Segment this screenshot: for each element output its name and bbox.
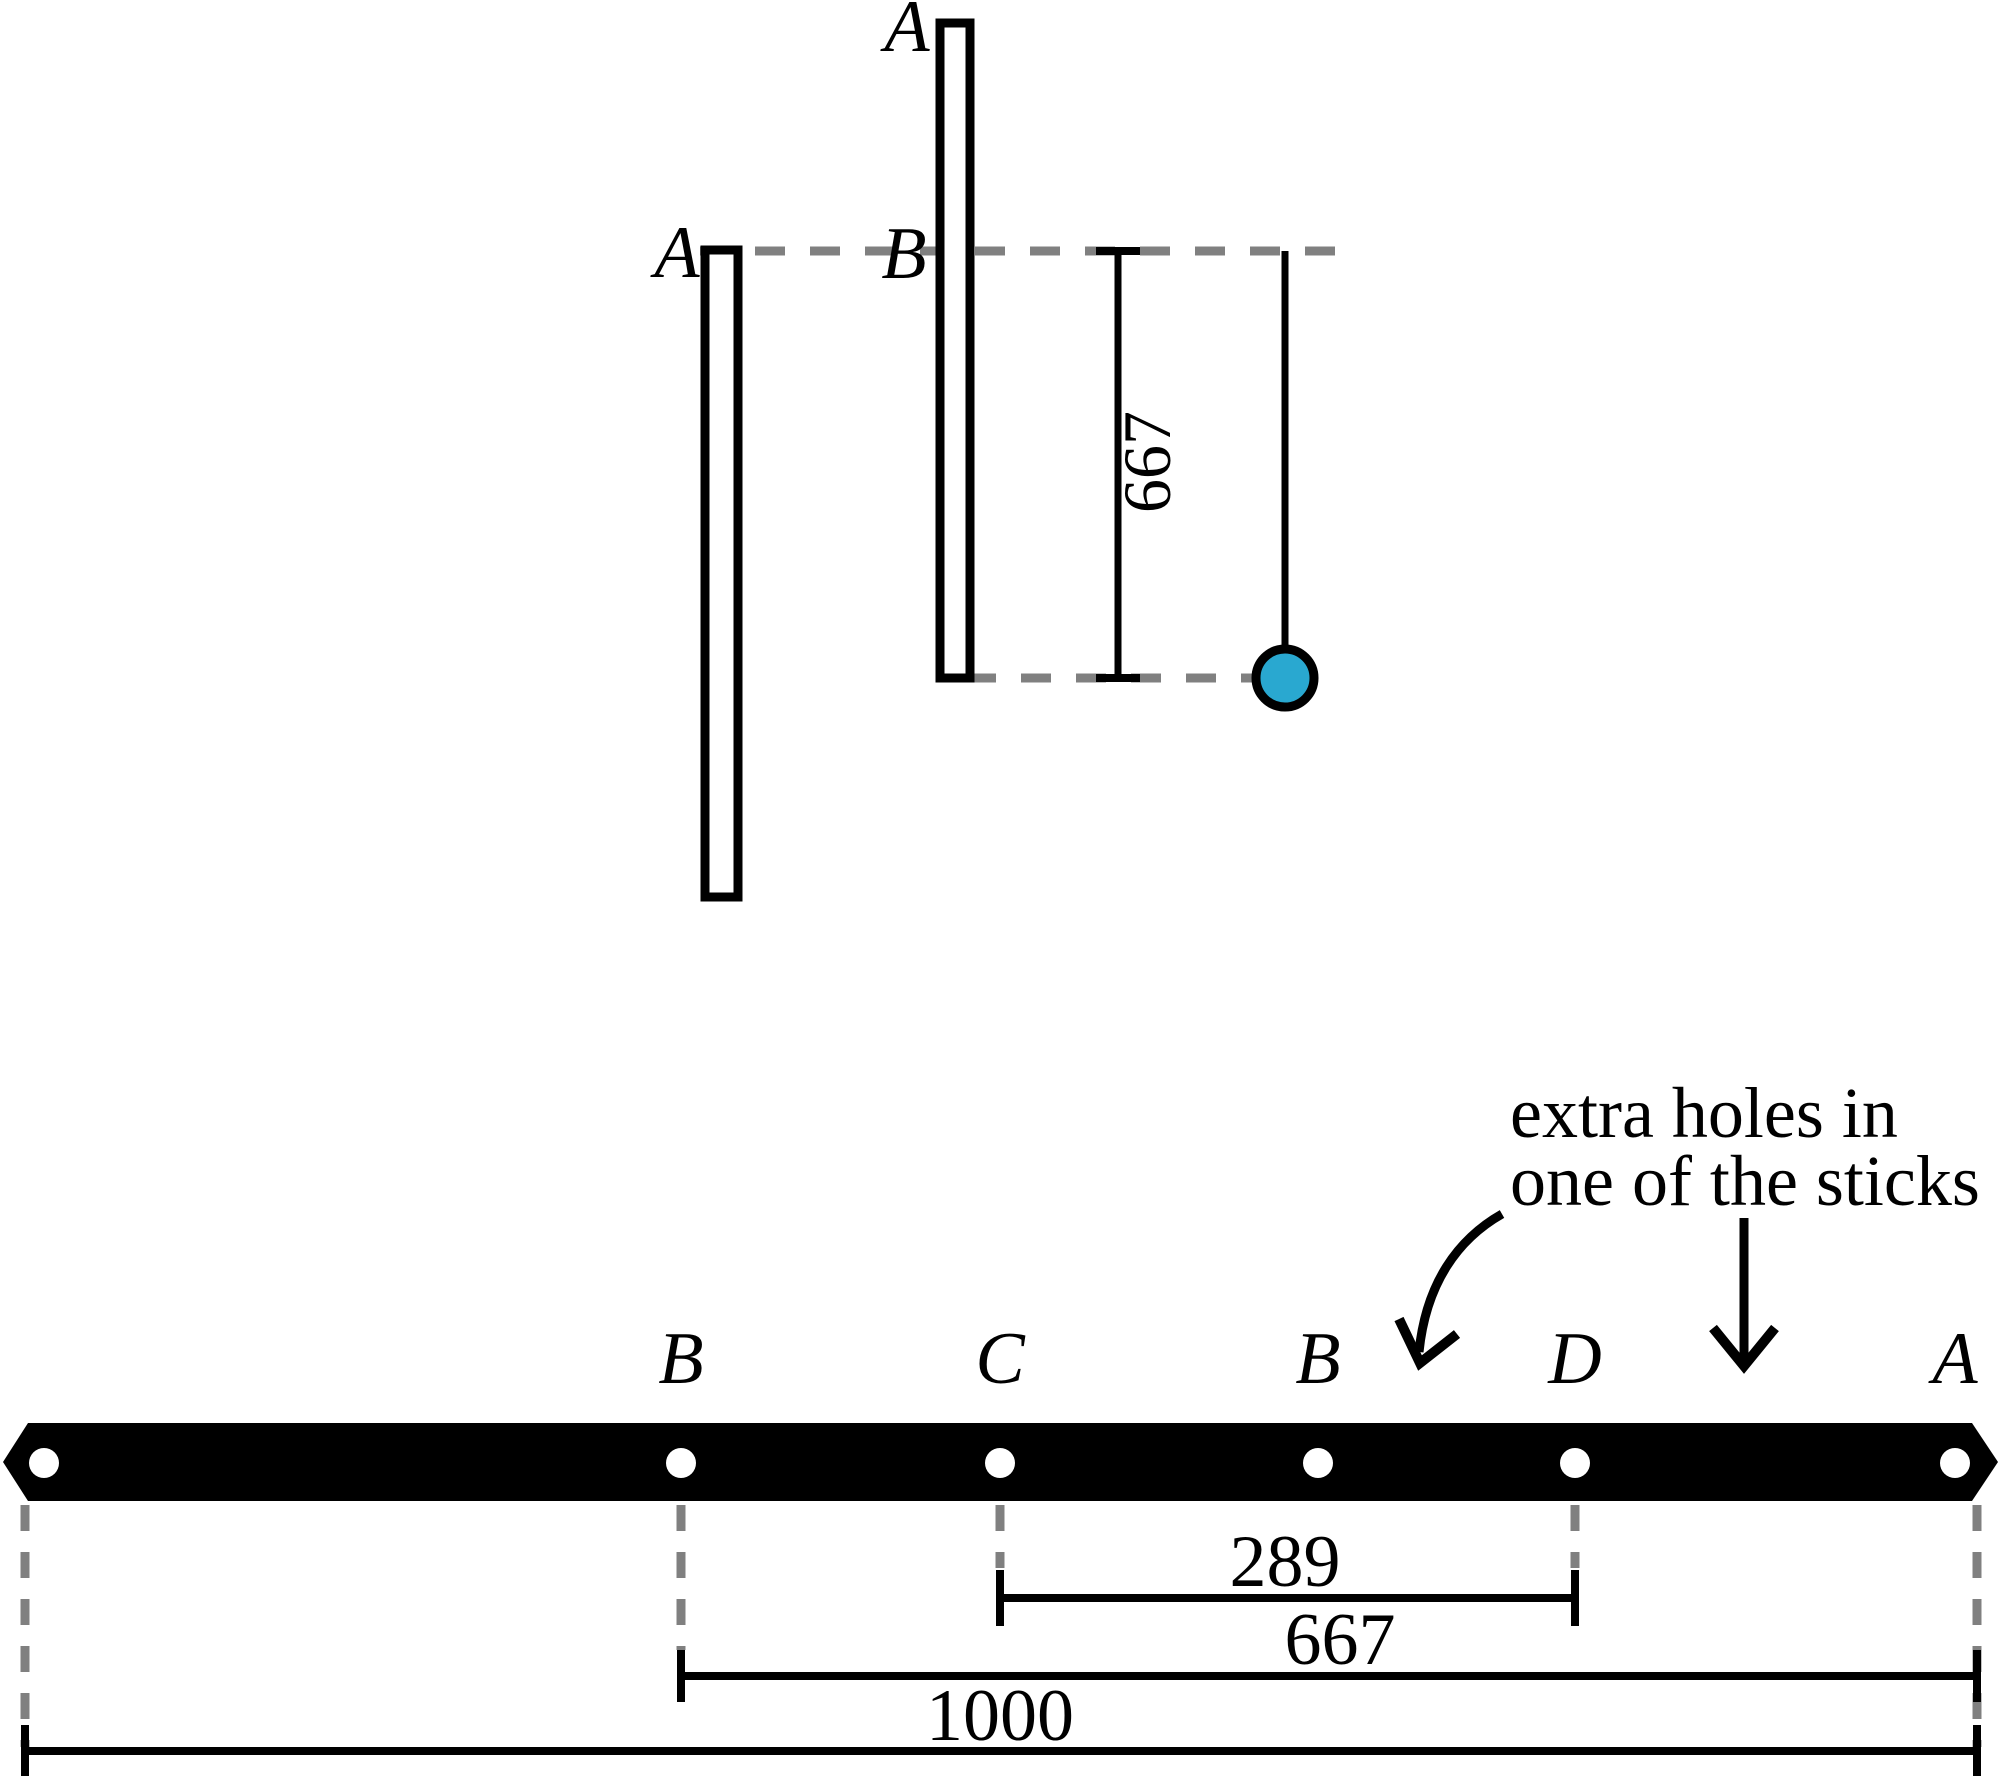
hole-label-d: D: [1548, 1318, 1602, 1400]
hole-label-b1: B: [658, 1318, 704, 1400]
curved-arrow: [1419, 1214, 1502, 1352]
dim-1000-number: 1000: [926, 1675, 1074, 1757]
hole-b2: [1303, 1448, 1333, 1478]
hole-left-end: [29, 1448, 59, 1478]
hole-c: [985, 1448, 1015, 1478]
dim-667-number: 667: [1284, 1599, 1396, 1681]
right-stick-top-label-a: A: [884, 0, 930, 68]
stick-hung-from-b: [940, 23, 970, 678]
pendulum-length-number: 667: [1109, 411, 1185, 513]
hole-d: [1560, 1448, 1590, 1478]
annotation-line1: extra holes in: [1510, 1073, 1898, 1153]
hole-a-end: [1940, 1448, 1970, 1478]
annotation-line2: one of the sticks: [1510, 1141, 1980, 1221]
hole-label-a: A: [1932, 1318, 1978, 1400]
left-stick-label-a: A: [654, 212, 700, 294]
pendulum-bob: [1256, 649, 1314, 707]
hole-label-b2: B: [1295, 1318, 1341, 1400]
curved-arrow-head: [1399, 1319, 1457, 1363]
stick-hung-from-a: [705, 250, 738, 897]
hole-label-c: C: [975, 1318, 1025, 1400]
hole-b1: [666, 1448, 696, 1478]
dim-289-number: 289: [1229, 1521, 1341, 1603]
right-stick-pivot-label-b: B: [881, 213, 927, 295]
